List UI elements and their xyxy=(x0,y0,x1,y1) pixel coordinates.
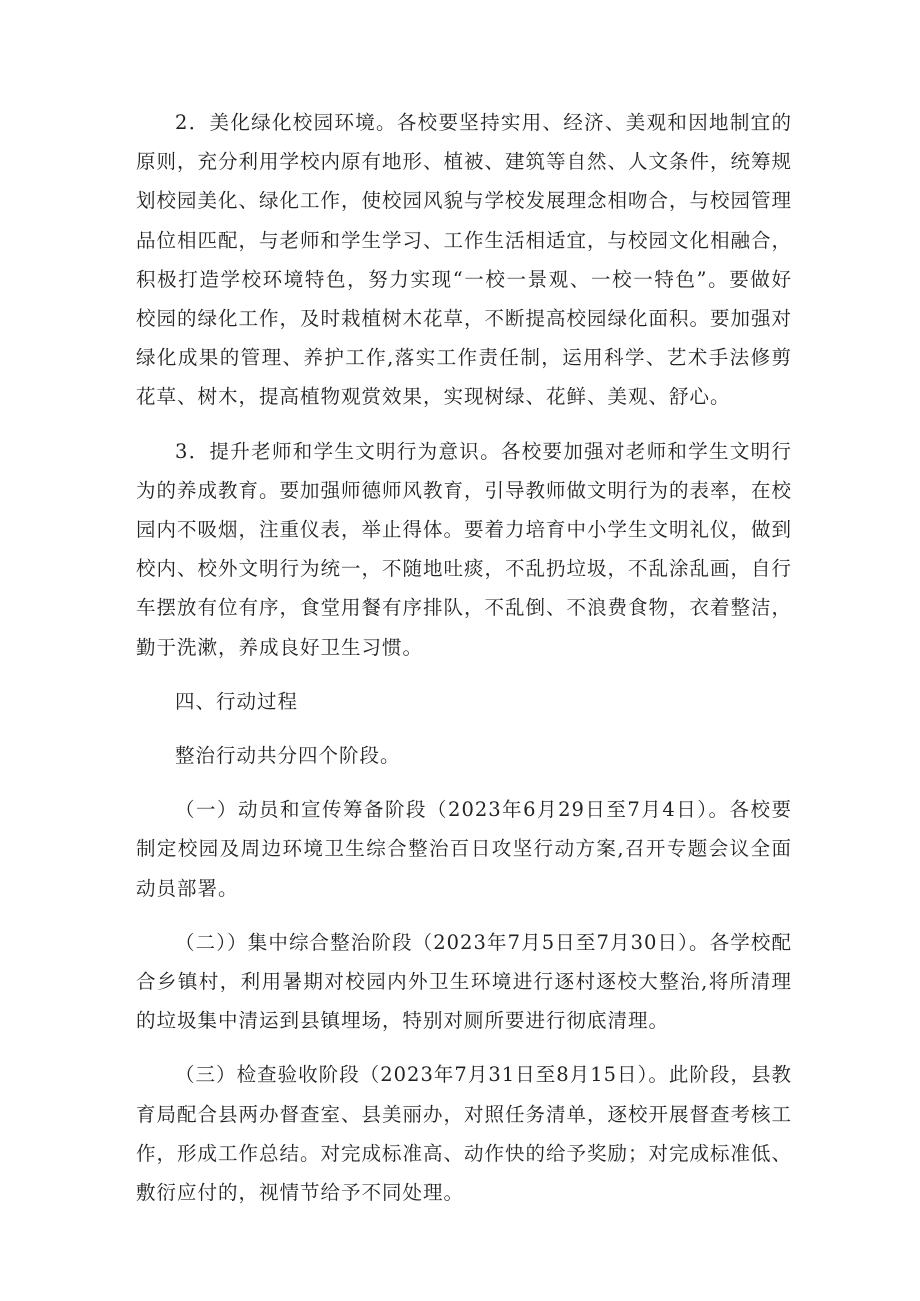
paragraph-stage-three: （三）检查验收阶段（2023年7月31日至8月15日）。此阶段，县教育局配合县两办督查室、县美丽办，对照任务清单，逐校开展督查考核工作，形成工作总结。对完成标准高、动作快的给予奖励；对完成标准低、敷衍应付的，视情节给予不同处理。 xyxy=(136,1063,793,1205)
paragraph-greening: 2．美化绿化校园环境。各校要坚持实用、经济、美观和因地制宜的原则，充分利用学校内原有地形、植被、建筑等自然、人文条件，统筹规划校园美化、绿化工作，使校园风貌与学校发展理念相吻合，与校园管理品位相匹配，与老师和学生学习、工作生活相适宜，与校园文化相融合，积极打造学校环境特色，努力实现“一校一景观、一校一特色”。要做好校园的绿化工作，及时栽植树木花草，不断提高校园绿化面积。要加强对绿化成果的管理、养护工作,落实工作责任制，运用科学、艺术手法修剪花草、树木，提高植物观赏效果，实现树绿、花鲜、美观、舒心。 xyxy=(136,111,793,409)
paragraph-stage-two: （二））集中综合整治阶段（2023年7月5日至7月30日）。各学校配合乡镇村，利用暑期对校园内外卫生环境进行逐村逐校大整治,将所清理的垃圾集中清运到县镇埋场，特别对厕所要进行彻底清理。 xyxy=(136,930,792,1033)
paragraph-civility: 3．提升老师和学生文明行为意识。各校要加强对老师和学生文明行为的养成教育。要加强师德师风教育，引导教师做文明行为的表率，在校园内不吸烟，注重仪表，举止得体。要着力培育中小学生文明礼仪，做到校内、校外文明行为统一，不随地吐痰，不乱扔垃圾，不乱涂乱画，自行车摆放有位有序，食堂用餐有序排队，不乱倒、不浪费食物，衣着整洁，勤于洗漱，养成良好卫生习惯。 xyxy=(136,439,793,659)
document-body xyxy=(136,103,792,1227)
paragraph-stage-one: （一）动员和宣传筹备阶段（2023年6月29日至7月4日）。各校要制定校园及周边环境卫生综合整治百日攻坚行动方案,召开专题会议全面动员部署。 xyxy=(136,798,792,900)
section-heading-process: 四、行动过程 xyxy=(175,689,299,713)
paragraph-stages-intro: 整治行动共分四个阶段。 xyxy=(175,744,401,768)
